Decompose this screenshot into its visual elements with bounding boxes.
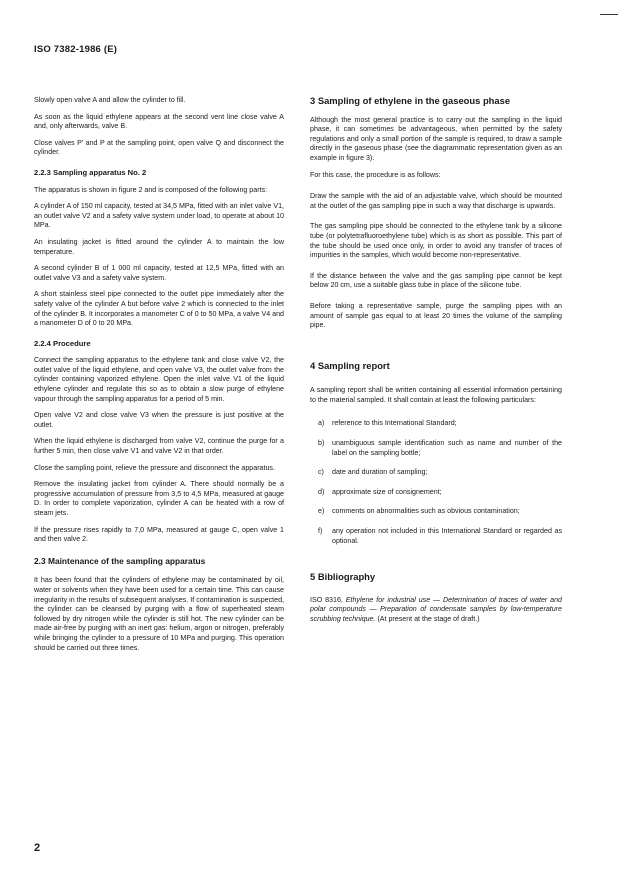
bibliography-entry: [310, 596, 562, 625]
section-heading-5: 5 Bibliography: [310, 571, 376, 583]
list-text: comments on abnormalities such as obvious contamination;: [332, 507, 520, 516]
section-heading-2-2-4: 2.2.4 Procedure: [34, 338, 91, 348]
paragraph: An insulating jacket is fitted around the cylinder A to maintain the low temperature.: [34, 237, 284, 256]
paragraph: When the liquid ethylene is discharged from valve V2, continue the purge for a further 5 min, then close valve V1 and valve V2 in that order.: [34, 437, 284, 456]
paragraph: A sampling report shall be written containing all essential information pertaining to the material sampled. It shall contain at least the following particulars:: [310, 386, 562, 404]
paragraph: For this case, the procedure is as follows:: [310, 170, 441, 179]
left-column: [34, 96, 284, 660]
paragraph: Open valve V2 and close valve V3 when the pressure is just positive at the outlet.: [34, 411, 284, 429]
ref-status: (At present at the stage of draft.): [375, 615, 480, 623]
list-text: approximate size of consignement;: [332, 487, 442, 496]
list-text: unambiguous sample identification such as name and number of the label on the sampling bottle;: [332, 439, 562, 457]
paragraph: Close the sampling point, relieve the pressure and disconnect the apparatus.: [34, 463, 275, 472]
paragraph: Before taking a representative sample, purge the sampling pipes with an amount of sample gas equal to at least 20 times the volume of the sampling pipe.: [310, 301, 562, 330]
list-key: d): [318, 487, 325, 496]
paragraph: If the pressure rises rapidly to 7,0 MPa, measured at gauge C, open valve 1 and then valve 2.: [34, 525, 284, 544]
page-corner-mark: [600, 14, 618, 15]
paragraph: Slowly open valve A and allow the cylinder to fill.: [34, 96, 186, 104]
right-column: [310, 96, 562, 632]
paragraph: Although the most general practice is to carry out the sampling in the liquid phase, it can sometimes be advantageous, when permitted by the safety regulations and only a small portion of the sample is required, to draw a sample directly in the gaseous phase (see the diagrammatic representation given as an example in figure 3).: [310, 115, 562, 162]
list-text: date and duration of sampling;: [332, 468, 428, 477]
paragraph: A second cylinder B of 1 000 ml capacity, tested at 12,5 MPa, fitted with an outlet valve V3 and a safety valve system.: [34, 264, 284, 282]
section-heading-2-3: 2.3 Maintenance of the sampling apparatus: [34, 555, 206, 566]
section-heading-3: 3 Sampling of ethylene in the gaseous phase: [310, 95, 511, 106]
paragraph: A short stainless steel pipe connected to the outlet pipe immediately after the safety valve of the cylinder A but before valve 2 which is connected to the inlet of the cylinder B. It incorporates a manometer C of 0 to 50 MPa, a valve V4 and a manometer D of 0 to 20 MPa.: [34, 290, 284, 328]
list-item: [310, 419, 562, 429]
list-key: c): [318, 468, 324, 477]
paragraph: The gas sampling pipe should be connected to the ethylene tank by a silicone tube (or polytetrafluoroethylene tube) which is as short as possible. This part of the tube should be used once only, in order to avoid any transfer of traces of impurities in the samples, which would become non-representative.: [310, 222, 562, 260]
ref-number: ISO 8316,: [310, 595, 346, 604]
list-key: f): [318, 527, 323, 536]
list-item: [310, 468, 562, 478]
paragraph: If the distance between the valve and the gas sampling pipe cannot be kept below 20 cm, use a suitable glass tube in place of the silicone tube.: [310, 271, 562, 290]
page-number: 2: [34, 842, 41, 854]
list-item: [310, 488, 562, 498]
paragraph: As soon as the liquid ethylene appears at the second vent line close valve A and, only afterwards, valve B.: [34, 112, 284, 131]
list-item: [310, 527, 562, 546]
list-item: [310, 439, 562, 458]
paragraph: A cylinder A of 150 ml capacity, tested at 34,5 MPa, fitted with an inlet valve V1, an outlet valve V2 and a safety valve system under load, to operate at about 10 MPa.: [34, 202, 284, 230]
section-heading-4: 4 Sampling report: [310, 359, 390, 371]
paragraph: Close valves P' and P at the sampling point, open valve Q and disconnect the cylinder.: [34, 138, 284, 157]
paragraph: Draw the sample with the aid of an adjustable valve, which should be mounted at the outlet of the gas sampling pipe in such a way that discharge is upwards.: [310, 192, 562, 210]
list-item: [310, 507, 562, 517]
list-key: e): [318, 507, 325, 516]
ref-title: Ethylene for industrial use — Determination of traces of water and polar compounds — Preparation of condensate samples by low-temperature scrubbing technique.: [310, 595, 562, 623]
list-text: any operation not included in this International Standard or regarded as optional.: [332, 527, 562, 545]
paragraph: The apparatus is shown in figure 2 and is composed of the following parts:: [34, 185, 268, 194]
paragraph: Remove the insulating jacket from cylinder A. There should normally be a progressive accumulation of pressure from 3,5 to 4,5 MPa, measured at gauge D. In order to complete vaporization, cylinder A can be heated with a row of steam jets.: [34, 480, 284, 517]
paragraph: Connect the sampling apparatus to the ethylene tank and close valve V2, the outlet valve of the liquid ethylene, and open valve V3, the outlet valve from the cylinder containing vaporized ethylene. Open the inlet valve V1 of the liquid ethylene cylinder and regulate this so as to obtain a slow purge of ethylene vapour through the sampling apparatus for a period of 5 min.: [34, 356, 284, 403]
list-key: a): [318, 419, 325, 428]
section-heading-2-2-3: 2.2.3 Sampling apparatus No. 2: [34, 167, 147, 177]
list-text: reference to this International Standard;: [332, 419, 457, 428]
list-key: b): [318, 439, 325, 448]
document-header: ISO 7382-1986 (E): [34, 44, 118, 55]
paragraph: It has been found that the cylinders of ethylene may be contaminated by oil, water or solvents when they have been used for a certain time. This can cause irregularity in the results of subsequent analyses. If contamination is suspected, the cylinder can be cleansed by purging with a flow of superheated steam followed by dry nitrogen while the cylinder is still hot. The new cylinder can be made air-free by purging with an inert gas: helium, argon or nitrogen, preferably while bringing the cylinder to a pressure of 10 MPa and purging. This operation should be carried out three times.: [34, 576, 284, 652]
